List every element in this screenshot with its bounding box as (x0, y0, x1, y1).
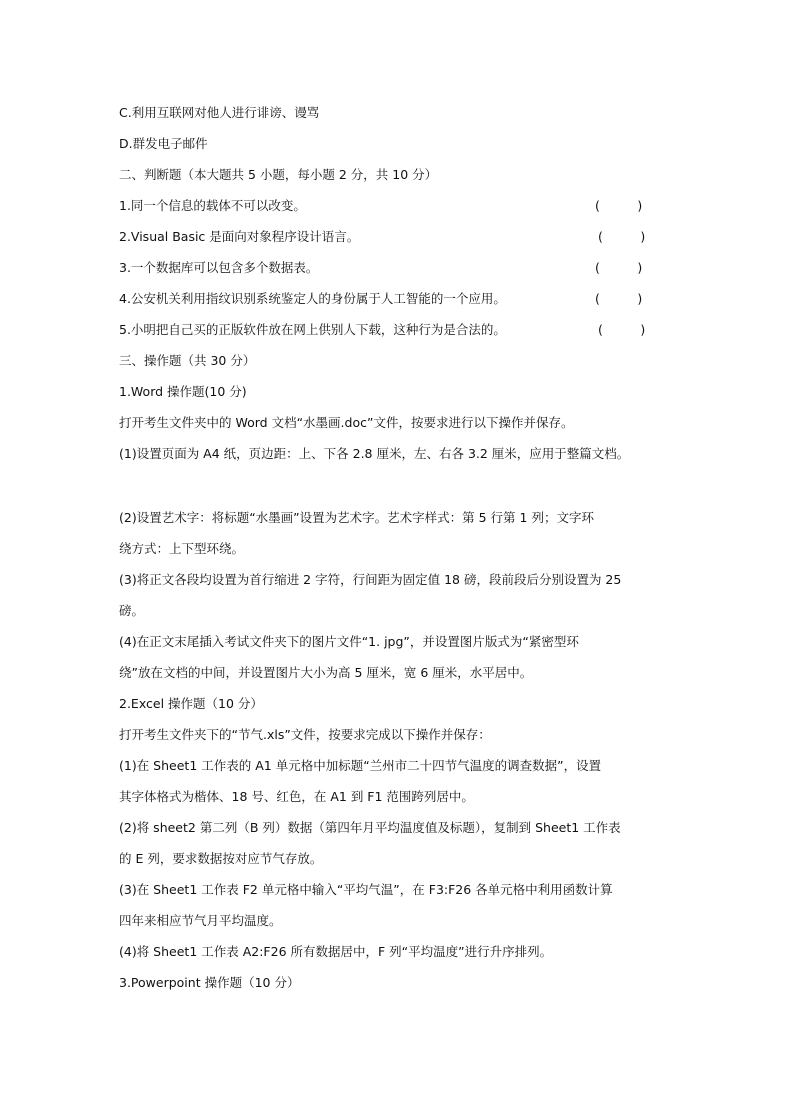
excel-step-2-line1: (2)将 sheet2 第二列（B 列）数据（第四年月平均温度值及标题），复制到 Sheet1 工作表 (119, 820, 621, 835)
judge-item-2: 2.Visual Basic 是面向对象程序设计语言。 (119, 229, 360, 244)
ppt-task-title: 3.Powerpoint 操作题（10 分） (119, 975, 300, 990)
excel-step-3-line2: 四年来相应节气月平均温度。 (119, 913, 282, 928)
word-step-4-line1: (4)在正文末尾插入考试文件夹下的图片文件“1. jpg”，并设置图片版式为“紧密型环 (119, 634, 579, 649)
answer-blank-1: ( ) (595, 198, 643, 213)
word-step-3-line1: (3)将正文各段均设置为首行缩进 2 字符，行间距为固定值 18 磅，段前段后分别设置为 25 (119, 572, 622, 587)
excel-step-4: (4)将 Sheet1 工作表 A2:F26 所有数据居中，F 列“平均温度”进行升序排列。 (119, 944, 553, 959)
excel-step-1-line1: (1)在 Sheet1 工作表的 A1 单元格中加标题“兰州市二十四节气温度的调查数据”，设置 (119, 758, 602, 773)
word-step-3-line2: 磅。 (119, 603, 145, 618)
judge-item-1: 1.同一个信息的载体不可以改变。 (119, 198, 306, 213)
word-step-2-line1: (2)设置艺术字：将标题“水墨画”设置为艺术字。艺术字样式：第 5 行第 1 列；文字环 (119, 510, 594, 525)
judge-item-3: 3.一个数据库可以包含多个数据表。 (119, 260, 319, 275)
word-task-intro: 打开考生文件夹中的 Word 文档“水墨画.doc”文件，按要求进行以下操作并保存。 (119, 415, 574, 430)
excel-task-title: 2.Excel 操作题（10 分） (119, 696, 263, 711)
judge-item-4: 4.公安机关利用指纹识别系统鉴定人的身份属于人工智能的一个应用。 (119, 291, 506, 306)
answer-blank-2: ( ) (598, 229, 646, 244)
answer-blank-3: ( ) (595, 260, 643, 275)
word-step-4-line2: 绕”放在文档的中间，并设置图片大小为高 5 厘米，宽 6 厘米，水平居中。 (119, 665, 533, 680)
answer-blank-4: ( ) (595, 291, 643, 306)
excel-step-2-line2: 的 E 列，要求数据按对应节气存放。 (119, 851, 323, 866)
word-step-1: (1)设置页面为 A4 纸，页边距：上、下各 2.8 厘米，左、右各 3.2 厘米，应用于整篇文档。 (119, 446, 630, 461)
excel-step-1-line2: 其字体格式为楷体、18 号、红色，在 A1 到 F1 范围跨列居中。 (119, 789, 474, 804)
option-c: C.利用互联网对他人进行诽谤、谩骂 (119, 105, 320, 120)
judge-item-5: 5.小明把自己买的正版软件放在网上供别人下载，这种行为是合法的。 (119, 322, 506, 337)
excel-task-intro: 打开考生文件夹下的“节气.xls”文件，按要求完成以下操作并保存： (119, 727, 491, 742)
excel-step-3-line1: (3)在 Sheet1 工作表 F2 单元格中输入“平均气温”，在 F3:F26 各单元格中利用函数计算 (119, 882, 613, 897)
answer-blank-5: ( ) (598, 322, 646, 337)
word-task-title: 1.Word 操作题(10 分) (119, 384, 247, 399)
section2-heading: 二、判断题（本大题共 5 小题，每小题 2 分，共 10 分） (119, 167, 438, 182)
word-step-2-line2: 绕方式：上下型环绕。 (119, 541, 245, 556)
option-d: D.群发电子邮件 (119, 136, 208, 151)
section3-heading: 三、操作题（共 30 分） (119, 353, 256, 368)
